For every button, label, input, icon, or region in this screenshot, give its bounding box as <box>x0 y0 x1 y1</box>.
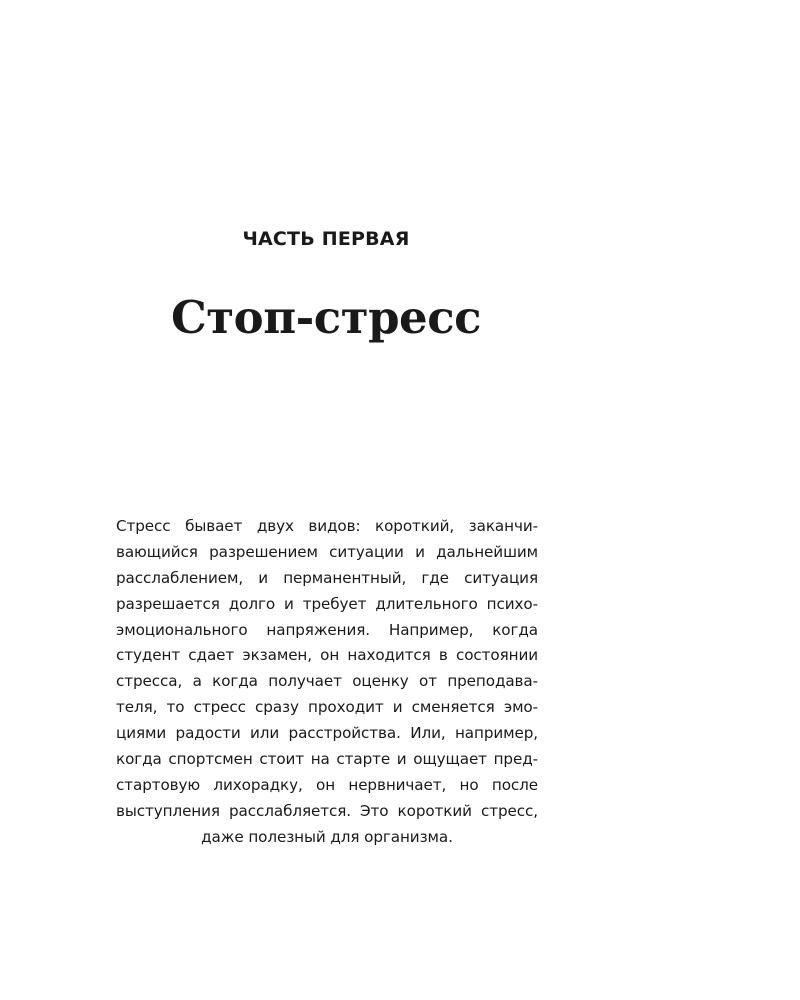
paragraph-line: вающийся разрешением ситуации и дальнейшим <box>116 542 538 561</box>
paragraph-line: стартовую лихорадку, он нервничает, но после <box>116 775 538 794</box>
paragraph-line: циями радости или расстройства. Или, например, <box>116 724 538 743</box>
paragraph-line: эмоционального напряжения. Например, когда <box>116 620 538 639</box>
paragraph-line: расслаблением, и перманентный, где ситуация <box>116 568 538 587</box>
paragraph-line: студент сдает экзамен, он находится в состоянии <box>116 646 538 665</box>
chapter-title: Стоп-стресс <box>170 291 481 344</box>
part-label: ЧАСТЬ ПЕРВАЯ <box>242 228 410 250</box>
paragraph-line: Стресс бывает двух видов: короткий, заканчи- <box>116 517 538 535</box>
paragraph-line: когда спортсмен стоит на старте и ощущает пред- <box>116 750 538 769</box>
paragraph-line: выступления расслабляется. Это короткий стресс, <box>116 801 538 820</box>
paragraph-line-last: даже полезный для организма. <box>201 827 453 846</box>
paragraph-line: стресса, а когда получает оценку от преподава- <box>116 672 538 691</box>
body-paragraph <box>116 514 538 851</box>
paragraph-line: теля, то стресс сразу проходит и сменяется эмо- <box>116 698 538 717</box>
paragraph-line: разрешается долго и требует длительного психо- <box>116 594 538 613</box>
